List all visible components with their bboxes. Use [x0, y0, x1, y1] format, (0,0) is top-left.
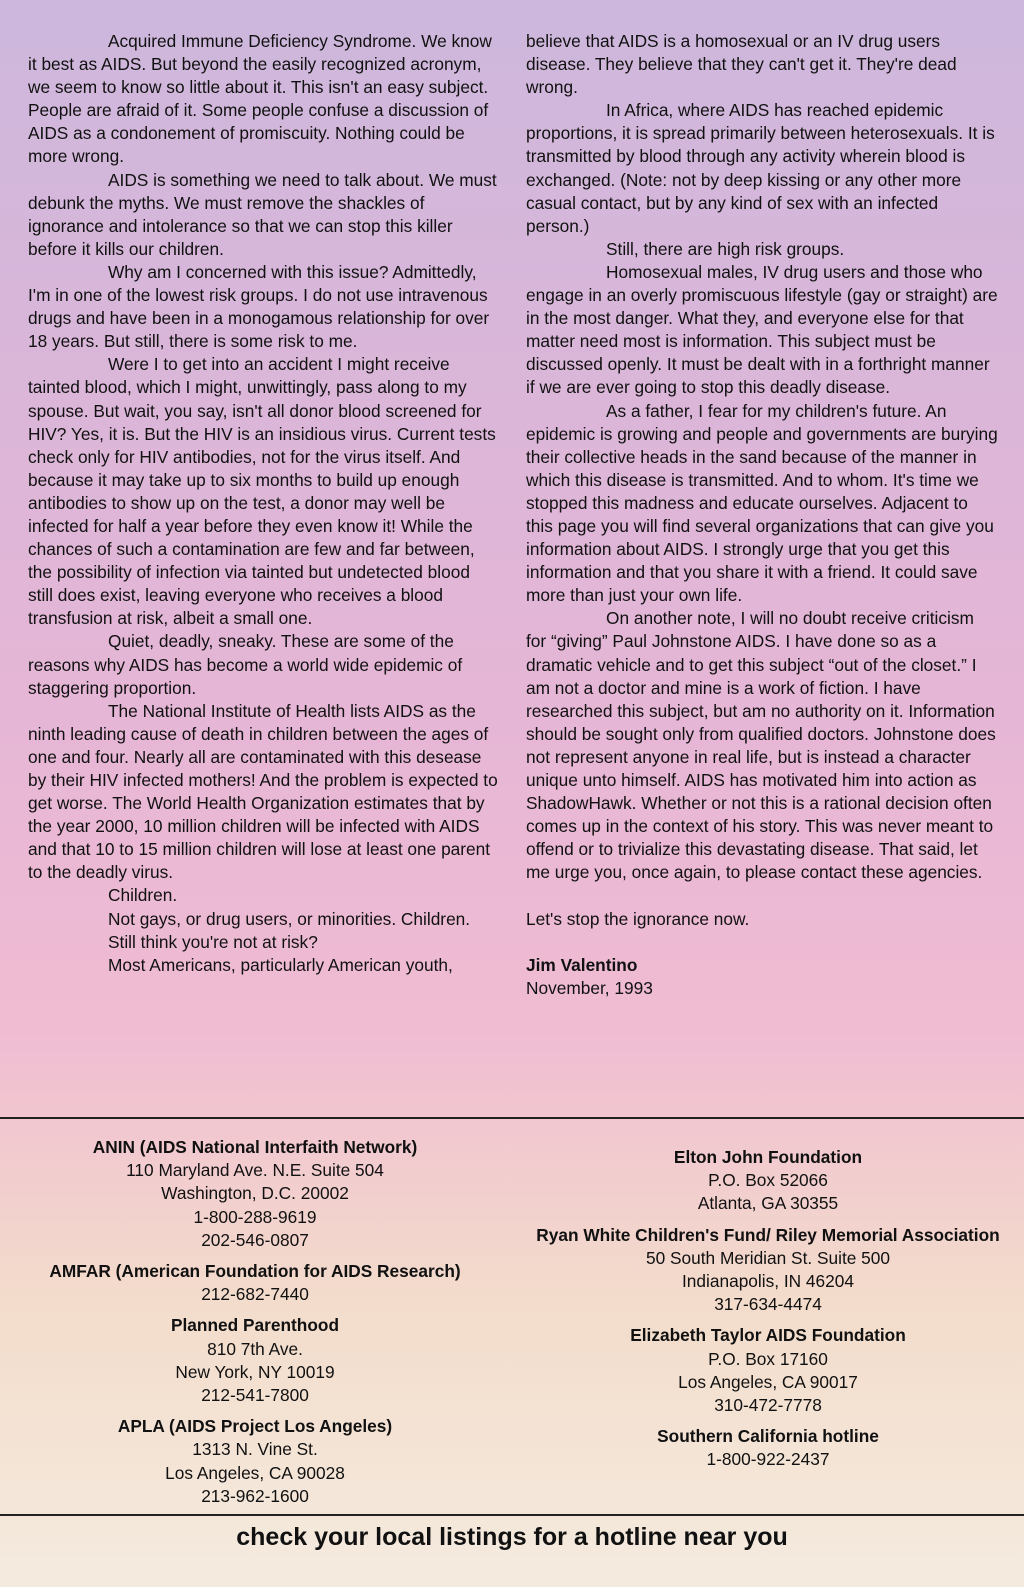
divider-top [0, 1117, 1024, 1119]
org-detail-line: P.O. Box 52066 [708, 1170, 828, 1191]
org-detail-line: 212-682-7440 [201, 1284, 309, 1305]
letter-column-left [28, 30, 498, 977]
letter-paragraph: As a father, I fear for my children's future. An epidemic is growing and people and governments are burying their collective heads in the sand because of the manner in which this disease is transmitted. And to whom. It's time we stopped this madness and educate ourselves. Adjacent to this page you will find several organizations that can give you information about AIDS. I strongly urge that you get this information and that you share it with a friend. It could save more than just your own life. [526, 400, 998, 606]
letter-column-right [526, 30, 998, 1000]
org-listing [530, 1425, 1006, 1471]
org-detail-line: 810 7th Ave. [207, 1338, 303, 1359]
org-name: Elton John Foundation [673, 1147, 863, 1167]
org-listing [530, 1324, 1006, 1417]
org-listing [530, 1146, 1006, 1216]
letter-paragraph: On another note, I will no doubt receive criticism for “giving” Paul Johnstone AIDS. I have done so as a dramatic vehicle and to get this subject “out of the closet.” I am not a doctor and mine is a work of fiction. I have researched this subject, but am no authority on it. Information should be sought only from qualified doctors. Johnstone does not represent anyone in real life, but is instead a character unique unto himself. AIDS has motivated him into action as ShadowHawk. Whether or not this is a rational decision often comes up in the context of his story. This was never meant to offend or to trivialize this devastating disease. That said, let me urge you, once again, to please contact these agencies. [526, 608, 996, 883]
org-name: AMFAR (American Foundation for AIDS Research) [49, 1261, 461, 1282]
org-list-left [10, 1136, 500, 1516]
org-detail-line: New York, NY 10019 [175, 1361, 335, 1382]
letter-paragraph: Still, there are high risk groups. [606, 238, 845, 259]
org-list-right [530, 1146, 1006, 1480]
footer-note: check your local listings for a hotline near you [236, 1523, 788, 1551]
org-detail-line: Washington, D.C. 20002 [161, 1183, 349, 1204]
letter-paragraph: Still think you're not at risk? [108, 931, 318, 952]
org-detail-line: 310-472-7778 [714, 1395, 822, 1416]
org-name: Elizabeth Taylor AIDS Foundation [630, 1325, 906, 1346]
org-name: Ryan White Children's Fund/ Riley Memorial Association [536, 1224, 1000, 1245]
org-listing [10, 1415, 500, 1508]
org-detail-line: 1-800-922-2437 [706, 1449, 830, 1470]
org-detail-line: P.O. Box 17160 [708, 1348, 828, 1369]
letter-paragraph: Were I to get into an accident I might receive tainted blood, which I might, unwittingly, pass along to my spouse. But wait, you say, isn't all donor blood screened for HIV? Yes, it is. But the HIV is an insidious virus. Current tests check only for HIV antibodies, not for the virus itself. And because it may take up to six months to build up enough antibodies to show up on the test, a donor may well be infected for half a year before they even know it! While the chances of such a contamination are few and far between, the possibility of infection via tainted but undetected blood still does exist, leaving everyone who receives a blood transfusion at risk, albeit a small one. [28, 354, 496, 629]
signature-date: November, 1993 [526, 977, 653, 998]
org-name: APLA (AIDS Project Los Angeles) [117, 1416, 393, 1437]
org-detail-line: 110 Maryland Ave. N.E. Suite 504 [126, 1160, 384, 1181]
org-name: ANIN (AIDS National Interfaith Network) [92, 1137, 418, 1157]
org-detail-line: 213-962-1600 [201, 1485, 309, 1506]
letter-paragraph: Acquired Immune Deficiency Syndrome. We know it best as AIDS. But beyond the easily recognized acronym, we seem to know so little about it. This isn't an easy subject. People are afraid of it. Some people confuse a discussion of AIDS as a condonement of promiscuity. Nothing could be more wrong. [28, 31, 492, 167]
letter-paragraph: AIDS is something we need to talk about. We must debunk the myths. We must remove the shackles of ignorance and intolerance so that we can stop this killer before it kills our children. [28, 169, 497, 259]
org-detail-line: 212-541-7800 [201, 1385, 309, 1406]
letter-paragraph: Why am I concerned with this issue? Admittedly, I'm in one of the lowest risk groups. I do not use intravenous drugs and have been in a monogamous relationship for over 18 years. But still, there is some risk to me. [28, 261, 490, 352]
letter-paragraph: believe that AIDS is a homosexual or an IV drug users disease. They believe that they can't get it. They're dead wrong. [526, 31, 957, 98]
org-detail-line: 1313 N. Vine St. [192, 1439, 318, 1460]
org-detail-line: 317-634-4474 [714, 1294, 822, 1315]
org-detail-line: Atlanta, GA 30355 [697, 1193, 839, 1214]
org-listing [10, 1136, 500, 1252]
org-name: Southern California hotline [657, 1426, 879, 1447]
letter-paragraph: Quiet, deadly, sneaky. These are some of the reasons why AIDS has become a world wide epidemic of staggering proportion. [28, 631, 463, 698]
letter-paragraph: Let's stop the ignorance now. [526, 908, 750, 929]
letter-paragraph: Not gays, or drug users, or minorities. Children. [108, 908, 471, 929]
org-detail-line: Los Angeles, CA 90028 [165, 1462, 345, 1483]
org-detail-line: 50 South Meridian St. Suite 500 [645, 1247, 890, 1268]
letter-paragraph: In Africa, where AIDS has reached epidemic proportions, it is spread primarily between heterosexuals. It is transmitted by blood through any activity wherein blood is exchanged. (Note: not by deep kissing or any other more casual contact, but by any kind of sex with an infected person.) [526, 100, 995, 236]
org-detail-line: Los Angeles, CA 90017 [678, 1371, 858, 1392]
letter-paragraph: Children. [108, 885, 178, 906]
divider-bottom [0, 1514, 1024, 1516]
letter-paragraph: Homosexual males, IV drug users and those who engage in an overly promiscuous lifestyle (gay or straight) are in the most danger. What they, and everyone else for that matter need most is information. This subject must be discussed openly. It must be dealt with in a forthright manner if we are ever going to stop this deadly disease. [526, 261, 998, 398]
letter-paragraph: Most Americans, particularly American youth, [108, 954, 453, 975]
org-listing [530, 1224, 1006, 1317]
org-detail-line: Indianapolis, IN 46204 [682, 1271, 854, 1292]
signature-name: Jim Valentino [526, 954, 638, 975]
org-listing [10, 1260, 500, 1306]
letter-paragraph: The National Institute of Health lists AIDS as the ninth leading cause of death in children between the ages of one and four. Nearly all are contaminated with this desease by their HIV infected mothers! And the problem is expected to get worse. The World Health Organization estimates that by the year 2000, 10 million children will be infected with AIDS and that 10 to 15 million children will lose at least one parent to the deadly virus. [28, 700, 498, 883]
org-name: Planned Parenthood [170, 1315, 340, 1336]
org-detail-line: 202-546-0807 [201, 1229, 309, 1250]
org-listing [10, 1314, 500, 1407]
org-detail-line: 1-800-288-9619 [193, 1206, 317, 1227]
